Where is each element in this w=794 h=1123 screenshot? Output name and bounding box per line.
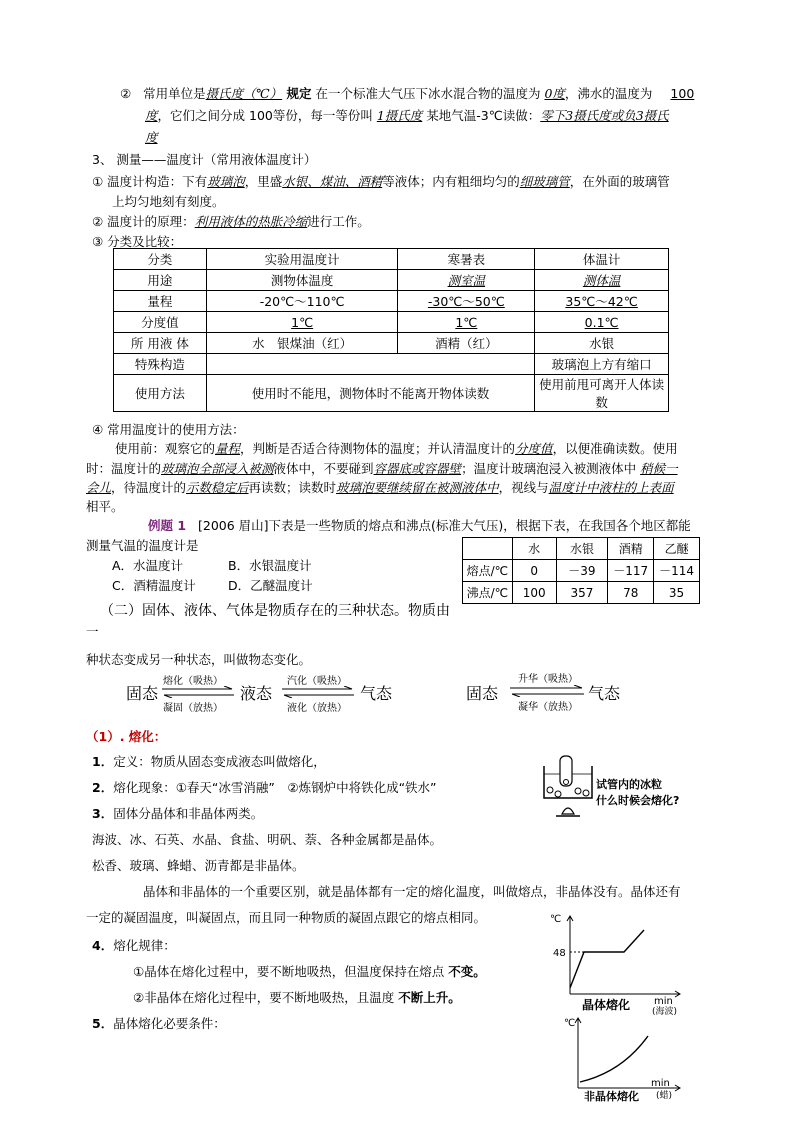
table-row: 特殊构造 玻璃泡上方有缩口 (114, 354, 669, 375)
table-header: 体温计 (535, 249, 669, 270)
example-question: 例题 1 [2006 眉山]下表是一些物质的熔点和沸点(标准大气压)，根据下表，在我国各个地区都能 (148, 518, 691, 533)
state-gas: 气态 (360, 684, 393, 703)
table-row: 所 用液 体 水 银煤油（红） 酒精（红） 水银 (114, 333, 669, 354)
graph1-label: 晶体熔化 (582, 998, 631, 1012)
states-line-1: （二）固体、液体、气体是物质存在的三种状态。物质由 (100, 603, 450, 619)
states-line-2: 一 (86, 624, 99, 639)
usage-title: ④ 常用温度计的使用方法： (92, 422, 245, 437)
label-solidifying: 凝固（放热） (163, 703, 223, 714)
thermometer-structure: ① 温度计构造：下有玻璃泡，里盛水银、煤油、酒精等液体；内有粗细均匀的细玻璃管，在外面的玻璃管 (92, 174, 670, 189)
graph2-xunit: min (651, 1078, 670, 1089)
melting-boiling-table (462, 537, 700, 604)
label-vaporizing: 汽化（吸热） (287, 676, 347, 687)
graph2-xnote: (蜡) (656, 1091, 673, 1101)
graph1-unit: ℃ (550, 914, 562, 925)
option-d: D．乙醚温度计 (228, 578, 313, 593)
figure-caption-1: 试管内的冰粒 (596, 778, 662, 791)
table-row: 用途 测物体温度 测室温 测体温 (114, 270, 669, 291)
table-header-row (114, 249, 669, 270)
graph2-label: 非晶体熔化 (584, 1090, 639, 1103)
table-row: 熔点/℃ 0 －39 －117 －114 (463, 560, 700, 582)
amorphous-melting-graph (552, 1012, 692, 1104)
label-liquefying: 液化（放热） (287, 703, 347, 714)
label-sublimation: 升华（吸热） (518, 674, 578, 685)
units-line-1: ② 常用单位是摄氏度（℃） 规定 在一个标准大气压下冰水混合物的温度为 0度，沸水的温度为 100 (120, 86, 695, 101)
melting-item-1: 1．定义：物质从固态变成液态叫做熔化， (92, 754, 326, 769)
option-b: B．水银温度计 (228, 558, 312, 573)
rule-amorphous: ②非晶体在熔化过程中，要不断地吸热，且温度 不断上升。 (133, 990, 461, 1005)
difference-line-1: 晶体和非晶体的一个重要区别，就是晶体都有一定的熔化温度，叫做熔点，非晶体没有。晶体还有 (143, 884, 681, 899)
crystal-list: 海波、冰、石英、水晶、食盐、明矾、萘、各种金属都是晶体。 (92, 832, 443, 847)
example-label: 例题 1 (148, 518, 187, 533)
table-row: 使用方法 使用时不能甩，测物体时不能离开物体读数 使用前甩可离开人体读数 (114, 375, 669, 412)
table-row: 量程 -20℃～110℃ -30℃～50℃ 35℃～42℃ (114, 291, 669, 312)
arrow-solid-gas (508, 685, 586, 697)
rule-crystal: ①晶体在熔化过程中，要不断地吸热，但温度保持在熔点 不变。 (133, 964, 486, 979)
state-solid: 固态 (126, 684, 159, 703)
thermometer-structure-cont: 上均匀地刻有刻度。 (112, 194, 225, 209)
melting-item-2: 2．熔化现象：①春天“冰雪消融” ②炼钢炉中将铁化成“铁水” (92, 780, 437, 795)
option-a: A．水温度计 (112, 558, 184, 573)
ice-melting-figure (540, 752, 690, 832)
label-melting: 熔化（吸热） (163, 676, 223, 687)
units-line-2: 度，它们之间分成 100等份，每一等份叫 1摄氏度 某地气温-3℃读做：零下3摄氏度或负3摄氏 (145, 108, 669, 123)
table-header-row: 水 水银 酒精 乙醚 (463, 538, 700, 560)
state-gas-2: 气态 (588, 684, 621, 703)
section-3-title: 3、 测量——温度计（常用液体温度计） (92, 152, 317, 167)
table-header: 分类 (114, 249, 207, 270)
melting-item-3: 3．固体分晶体和非晶体两类。 (92, 806, 264, 821)
example-question-cont: 测量气温的温度计是 (86, 538, 199, 553)
melting-item-5: 5．晶体熔化必要条件： (92, 1016, 226, 1031)
graph2-unit: ℃ (564, 1018, 576, 1029)
label-deposition: 凝华（放热） (518, 702, 578, 713)
graph1-tick: 48 (553, 948, 566, 959)
usage-line-3: 会儿，待温度计的示数稳定后再读数；读数时玻璃泡要继续留在被测液体中，视线与温度计中液柱的上表面 (86, 480, 674, 495)
table-header: 实验用温度计 (206, 249, 398, 270)
usage-line-2: 时：温度计的玻璃泡全部浸入被测液体中，不要碰到容器底或容器壁；温度计玻璃泡浸入被测液体中 稍候一 (86, 461, 678, 476)
melting-title: （1）. 熔化： (86, 729, 167, 744)
graph1-xnote: (海波) (652, 1007, 678, 1016)
arrow-liquid-gas (280, 686, 356, 698)
amorphous-list: 松香、玻璃、蜂蜡、沥青都是非晶体。 (92, 858, 305, 873)
usage-line-1: 使用前：观察它的量程，判断是否适合待测物体的温度；并认清温度计的分度值，以便准确读数。使用 (115, 441, 678, 456)
table-header: 寒暑表 (398, 249, 535, 270)
table-row: 分度值 1℃ 1℃ 0.1℃ (114, 312, 669, 333)
crystal-melting-graph (544, 908, 694, 1016)
state-solid-2: 固态 (466, 684, 499, 703)
units-line-3: 度 (145, 130, 158, 145)
arrow-solid-liquid (160, 686, 236, 698)
figure-caption-2: 什么时候会熔化? (596, 794, 680, 807)
option-c: C．酒精温度计 (112, 578, 196, 593)
difference-line-2: 一定的凝固温度，叫凝固点，而且同一种物质的凝固点跟它的熔点相同。 (86, 910, 487, 925)
usage-line-4: 相平。 (86, 499, 124, 514)
table-row: 沸点/℃ 100 357 78 35 (463, 582, 700, 604)
thermometer-principle: ② 温度计的原理：利用液体的热胀冷缩进行工作。 (92, 214, 370, 229)
classification-title: ③ 分类及比较： (92, 234, 183, 249)
graph1-xunit: min (654, 996, 673, 1007)
melting-item-4: 4．熔化规律： (92, 938, 176, 953)
states-line-3: 种状态变成另一种状态，叫做物态变化。 (86, 652, 312, 667)
state-liquid: 液态 (240, 684, 273, 703)
thermometer-table (113, 248, 669, 412)
